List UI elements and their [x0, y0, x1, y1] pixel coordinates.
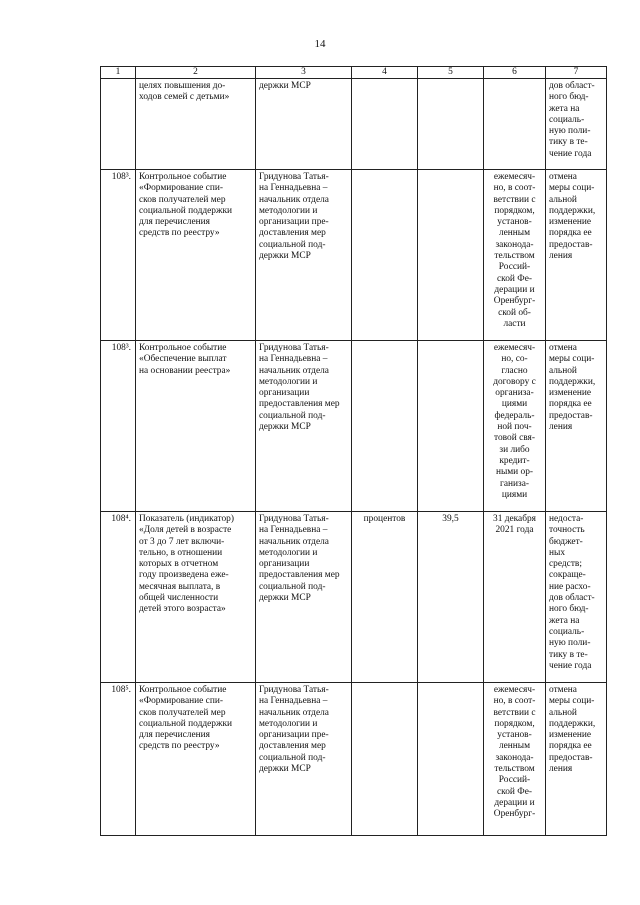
- risks: отмена меры соци- альной поддержки, изменение порядка ее предостав- ления: [546, 341, 607, 512]
- unit-of-measure: [352, 683, 418, 836]
- target-value: [418, 683, 484, 836]
- target-value: [418, 79, 484, 170]
- unit-of-measure: процентов: [352, 512, 418, 683]
- deadline: [484, 79, 546, 170]
- column-header: 5: [418, 67, 484, 79]
- responsible-person: Гридунова Татья- на Геннадьевна – начальник отдела методологии и организации пре- доставления мер социальной под- держки МСР: [256, 683, 352, 836]
- deadline: ежемесяч- но, со- гласно договору с организа- циями федераль- ной поч- товой свя- зи либо кредит- ными ор- ганиза- циями: [484, 341, 546, 512]
- responsible-person: держки МСР: [256, 79, 352, 170]
- column-header: 1: [101, 67, 136, 79]
- table-row: [101, 79, 607, 170]
- column-header: 4: [352, 67, 418, 79]
- plan-table: [100, 66, 607, 836]
- risks: отмена меры соци- альной поддержки, изменение порядка ее предостав- ления: [546, 683, 607, 836]
- column-header: 2: [136, 67, 256, 79]
- risks: недоста- точность бюджет- ных средств; сокраще- ние расхо- дов област- ного бюд- жета на социаль- ную поли- тику в те- чение года: [546, 512, 607, 683]
- event-name: Контрольное событие «Формирование спи- сков получателей мер социальной поддержки для перечисления средств по реестру»: [136, 170, 256, 341]
- responsible-person: Гридунова Татья- на Геннадьевна – начальник отдела методологии и организации предоставления мер социальной под- держки МСР: [256, 512, 352, 683]
- risks: отмена меры соци- альной поддержки, изменение порядка ее предостав- ления: [546, 170, 607, 341]
- row-number: [101, 79, 136, 170]
- row-number: 108³.: [101, 341, 136, 512]
- table-header-row: [101, 67, 607, 79]
- unit-of-measure: [352, 79, 418, 170]
- event-name: Контрольное событие «Формирование спи- сков получателей мер социальной поддержки для перечисления средств по реестру»: [136, 683, 256, 836]
- page-number: 14: [314, 38, 326, 50]
- event-name: Показатель (индикатор) «Доля детей в возрасте от 3 до 7 лет включи- тельно, в отношении которых в отчетном году произведена еже- месячная выплата, в общей численности детей этого возраста»: [136, 512, 256, 683]
- column-header: 7: [546, 67, 607, 79]
- table-row: [101, 512, 607, 683]
- table-row: [101, 341, 607, 512]
- row-number: 108³.: [101, 170, 136, 341]
- unit-of-measure: [352, 170, 418, 341]
- target-value: 39,5: [418, 512, 484, 683]
- deadline: ежемесяч- но, в соот- ветствии с порядком, установ- ленным законода- тельством Россий- ской Фе- дерации и Оренбург- ской об- ласти: [484, 170, 546, 341]
- risks: дов област- ного бюд- жета на социаль- ную поли- тику в те- чение года: [546, 79, 607, 170]
- target-value: [418, 170, 484, 341]
- table-row: [101, 683, 607, 836]
- event-name: Контрольное событие «Обеспечение выплат на основании реестра»: [136, 341, 256, 512]
- table-row: [101, 170, 607, 341]
- row-number: 108⁴.: [101, 512, 136, 683]
- responsible-person: Гридунова Татья- на Геннадьевна – начальник отдела методологии и организации пре- доставления мер социальной под- держки МСР: [256, 170, 352, 341]
- column-header: 3: [256, 67, 352, 79]
- row-number: 108⁵.: [101, 683, 136, 836]
- event-name: целях повышения до- ходов семей с детьми»: [136, 79, 256, 170]
- responsible-person: Гридунова Татья- на Геннадьевна – начальник отдела методологии и организации предоставления мер социальной под- держки МСР: [256, 341, 352, 512]
- deadline: 31 декабря 2021 года: [484, 512, 546, 683]
- column-header: 6: [484, 67, 546, 79]
- unit-of-measure: [352, 341, 418, 512]
- deadline: ежемесяч- но, в соот- ветствии с порядком, установ- ленным законода- тельством Россий- ской Фе- дерации и Оренбург-: [484, 683, 546, 836]
- target-value: [418, 341, 484, 512]
